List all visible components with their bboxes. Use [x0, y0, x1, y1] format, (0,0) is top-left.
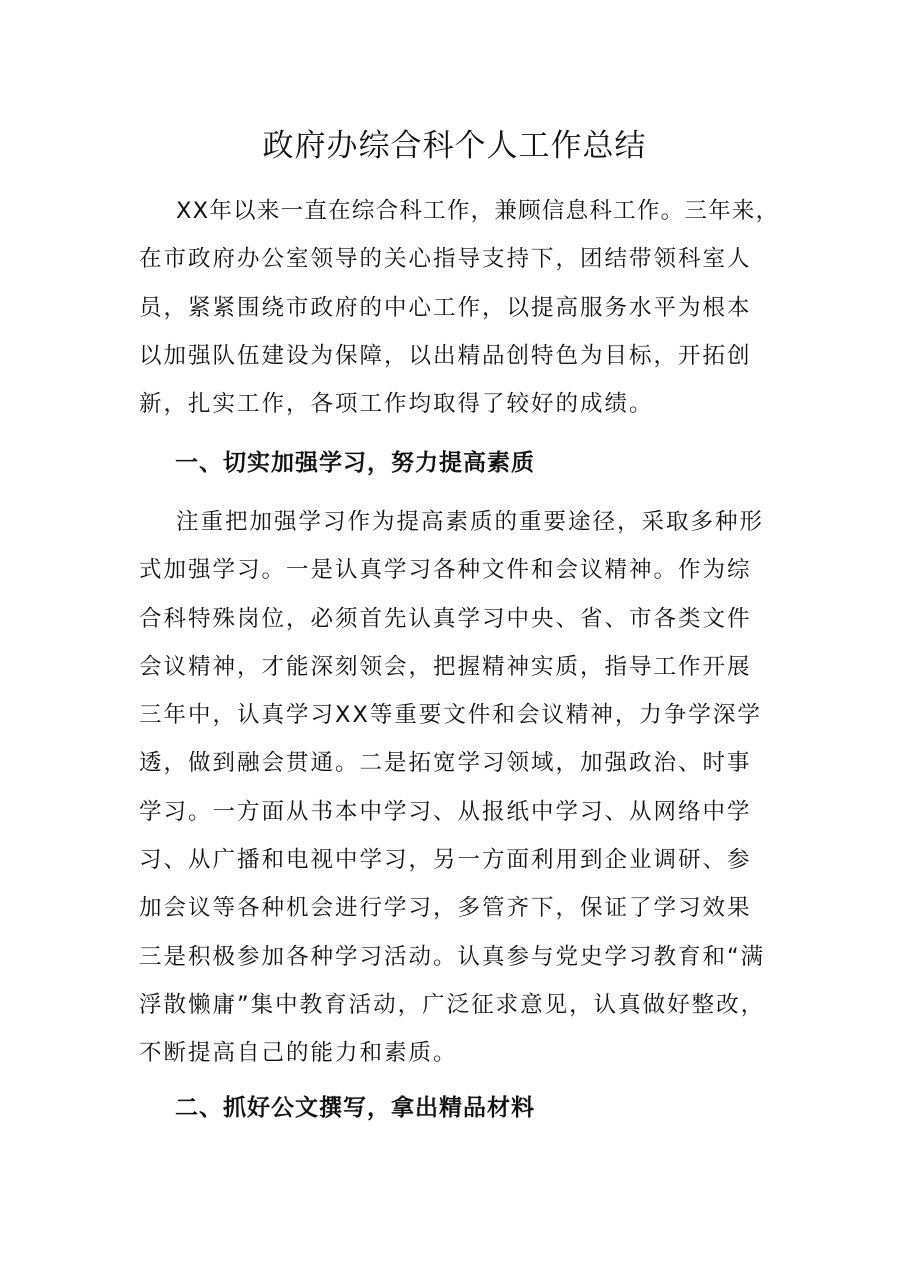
- paragraph-line: 注重把加强学习作为提高素质的重要途径，采取多种形: [176, 509, 765, 535]
- paragraph-line: 透，做到融会贯通。二是拓宽学习领域，加强政治、时事: [139, 750, 752, 777]
- paragraph-line: 合科特殊岗位，必须首先认真学习中央、省、市各类文件: [139, 605, 752, 632]
- paragraph-line: 员，紧紧围绕市政府的中心工作，以提高服务水平为根本: [139, 294, 752, 321]
- section-heading-2: 二、抓好公文撰写，拿出精品材料: [175, 1095, 535, 1121]
- paragraph-line: 会议精神，才能深刻领会，把握精神实质，指导工作开展: [139, 653, 752, 680]
- paragraph-intro: [139, 187, 779, 428]
- paragraph-line: 习、从广播和电视中学习，另一方面利用到企业调研、参: [139, 847, 752, 874]
- paragraph-line: 学习。一方面从书本中学习、从报纸中学习、从网络中学: [139, 798, 752, 825]
- paragraph-study: [139, 498, 779, 1078]
- paragraph-line: 不断提高自己的能力和素质。: [139, 1040, 458, 1067]
- paragraph-line: 三年中，认真学习XX等重要文件和会议精神，力争学深学: [139, 702, 762, 729]
- paragraph-line: 以加强队伍建设为保障，以出精品创特色为目标，开拓创: [139, 342, 752, 369]
- paragraph-line: 浮散懒庸”集中教育活动，广泛征求意见，认真做好整改，: [139, 991, 766, 1018]
- document-title: 政府办综合科个人工作总结: [262, 128, 647, 164]
- paragraph-line: 式加强学习。一是认真学习各种文件和会议精神。作为综: [139, 557, 752, 584]
- section-heading-1: 一、切实加强学习，努力提高素质: [175, 450, 535, 476]
- paragraph-line: 在市政府办公室领导的关心指导支持下，团结带领科室人: [139, 246, 752, 273]
- paragraph-line: 加会议等各种机会进行学习，多管齐下，保证了学习效果: [139, 895, 752, 922]
- paragraph-line: 三是积极参加各种学习活动。认真参与党史学习教育和“满: [139, 943, 766, 970]
- paragraph-line: XX年以来一直在综合科工作，兼顾信息科工作。三年来，: [176, 198, 780, 224]
- paragraph-line: 新，扎实工作，各项工作均取得了较好的成绩。: [139, 391, 654, 418]
